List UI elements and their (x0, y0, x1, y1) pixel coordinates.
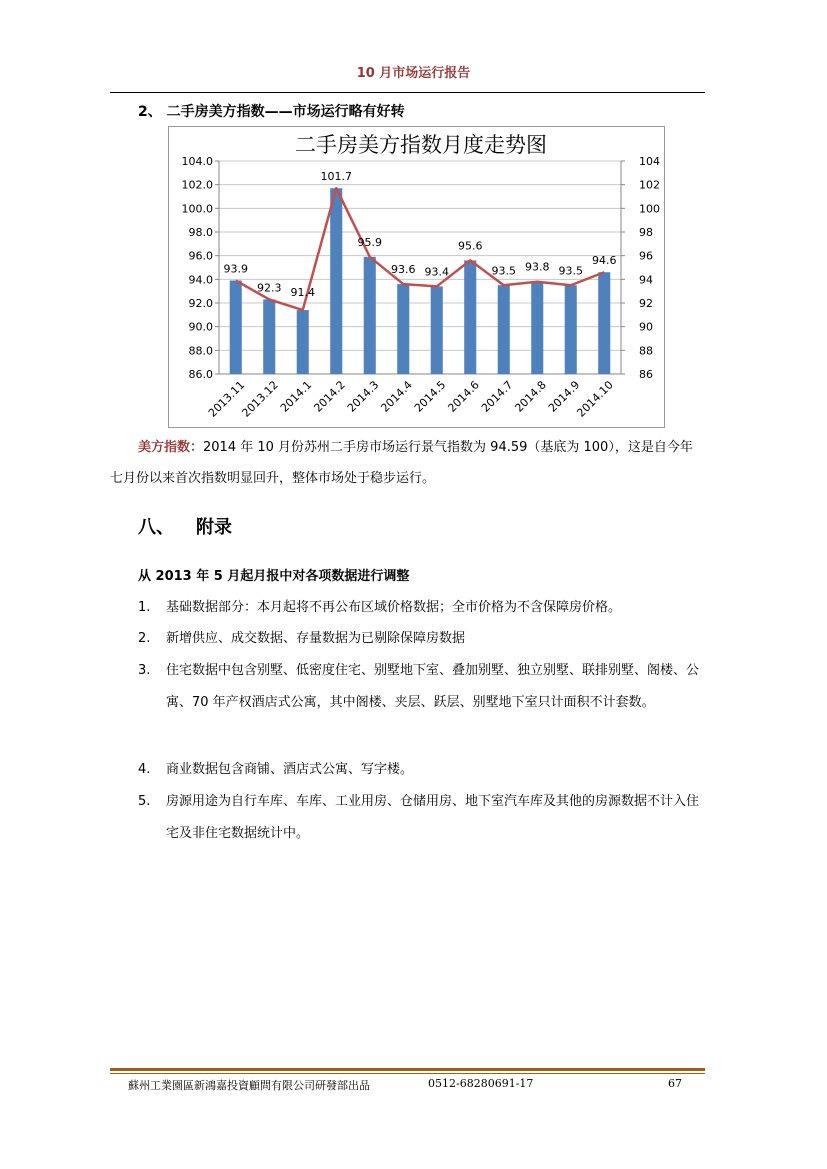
data-label: 91.4 (290, 286, 315, 300)
x-tick-label: 2014.7 (478, 378, 516, 415)
list-item (138, 655, 703, 719)
bar (230, 281, 242, 374)
list-item (138, 623, 703, 655)
list-item (138, 754, 703, 786)
data-label: 93.4 (424, 265, 449, 279)
y-tick-label-right: 102 (639, 178, 660, 192)
x-tick-label: 2013.12 (239, 378, 281, 420)
list-item-number: 4. (138, 762, 151, 777)
bar (263, 299, 275, 374)
chart-container (168, 126, 665, 428)
x-tick-label: 2014.1 (277, 378, 315, 415)
data-label: 93.6 (391, 263, 416, 277)
bar (431, 286, 443, 374)
x-tick-label: 2014.6 (445, 378, 482, 415)
x-tick-label: 2014.2 (311, 378, 348, 415)
footer-phone: 0512-68280691-17 (428, 1077, 534, 1090)
chart-title: 二手房美方指数月度走势图 (295, 133, 547, 157)
x-tick-label: 2014.8 (512, 378, 549, 415)
data-label: 93.5 (491, 264, 516, 278)
appendix-heading: 从 2013 年 5 月起月报中对各项数据进行调整 (138, 569, 410, 584)
y-tick-label-left: 102.0 (181, 178, 213, 192)
footer-divider-thick (110, 1068, 705, 1071)
index-paragraph (110, 432, 705, 494)
bar (464, 260, 476, 374)
y-tick-label-right: 100 (639, 202, 660, 216)
y-tick-label-left: 88.0 (188, 344, 213, 358)
footer-divider-thin (110, 1073, 705, 1074)
y-tick-label-right: 96 (639, 249, 653, 263)
data-label: 94.6 (592, 254, 617, 268)
paragraph-lead: 美方指数： (138, 440, 204, 455)
x-tick-label: 2014.3 (344, 378, 382, 415)
y-tick-label-left: 98.0 (188, 226, 213, 239)
data-label: 93.9 (223, 262, 248, 276)
y-tick-label-right: 98 (639, 226, 653, 239)
bar (498, 285, 510, 374)
y-tick-label-left: 92.0 (188, 297, 213, 310)
y-tick-label-right: 94 (639, 273, 653, 287)
x-tick-label: 2013.11 (205, 378, 248, 420)
section-number: 八、 (138, 517, 174, 538)
y-tick-label-right: 92 (639, 297, 653, 310)
report-header-title: 10 月市场运行报告 (356, 66, 471, 81)
data-label: 92.3 (257, 281, 282, 295)
x-tick-label: 2014.5 (411, 378, 449, 415)
data-label: 101.7 (320, 170, 352, 184)
subsection-title: 2、 二手房美方指数——市场运行略有好转 (138, 104, 405, 120)
y-tick-label-right: 86 (639, 368, 653, 381)
y-tick-label-right: 104 (639, 155, 660, 168)
y-tick-label-left: 96.0 (188, 249, 213, 263)
list-item-text: 房源用途为自行车库、车库、工业用房、仓储用房、地下室汽车库及其他的房源数据不计入住宅及非住宅数据统计中。 (166, 794, 700, 841)
bar (397, 284, 409, 374)
x-tick-label: 2014.4 (378, 378, 415, 415)
list-item-text: 商业数据包含商铺、酒店式公寓、写字楼。 (166, 762, 414, 777)
x-tick-label: 2014.9 (545, 378, 583, 415)
list-item-number: 5. (138, 794, 151, 809)
list-item-number: 2. (138, 631, 151, 646)
data-label: 95.6 (458, 239, 483, 253)
y-tick-label-left: 94.0 (188, 273, 213, 287)
index-chart (169, 127, 664, 427)
y-tick-label-right: 90 (639, 320, 653, 334)
footer-company: 蘇州工業園區新鴻嘉投資顧問有限公司研發部出品 (128, 1079, 370, 1092)
bar (565, 285, 577, 374)
bar (531, 282, 543, 374)
list-item-text: 基础数据部分：本月起将不再公布区域价格数据；全市价格为不含保障房价格。 (166, 600, 622, 615)
list-item (138, 592, 703, 624)
page-number: 67 (668, 1077, 682, 1090)
y-tick-label-left: 86.0 (188, 368, 213, 381)
bar (364, 257, 376, 374)
list-item (138, 786, 703, 850)
list-item-text: 新增供应、成交数据、存量数据为已剔除保障房数据 (166, 631, 466, 646)
y-tick-label-right: 88 (639, 344, 653, 358)
header-divider (110, 92, 705, 93)
data-label: 95.9 (357, 235, 382, 249)
x-tick-label: 2014.10 (574, 378, 616, 420)
list-item-text: 住宅数据中包含别墅、低密度住宅、别墅地下室、叠加别墅、独立别墅、联排别墅、阁楼、公寓、70 年产权酒店式公寓，其中阁楼、夹层、跃层、别墅地下室只计面积不计套数。 (166, 663, 700, 710)
y-tick-label-left: 104.0 (181, 155, 213, 168)
list-item-number: 1. (138, 600, 151, 615)
y-tick-label-left: 90.0 (188, 320, 213, 334)
section-title: 附录 (196, 517, 232, 538)
list-item-number: 3. (138, 663, 151, 678)
bar (598, 272, 610, 374)
data-label: 93.5 (558, 264, 583, 278)
paragraph-text: 2014 年 10 月份苏州二手房市场运行景气指数为 94.59（基底为 100），这是自今年七月份以来首次指数明显回升，整体市场处于稳步运行。 (110, 440, 693, 486)
bar (297, 310, 309, 374)
section-heading (138, 513, 232, 539)
y-tick-label-left: 100.0 (181, 202, 213, 216)
bar (330, 188, 342, 374)
data-label: 93.8 (525, 260, 550, 274)
